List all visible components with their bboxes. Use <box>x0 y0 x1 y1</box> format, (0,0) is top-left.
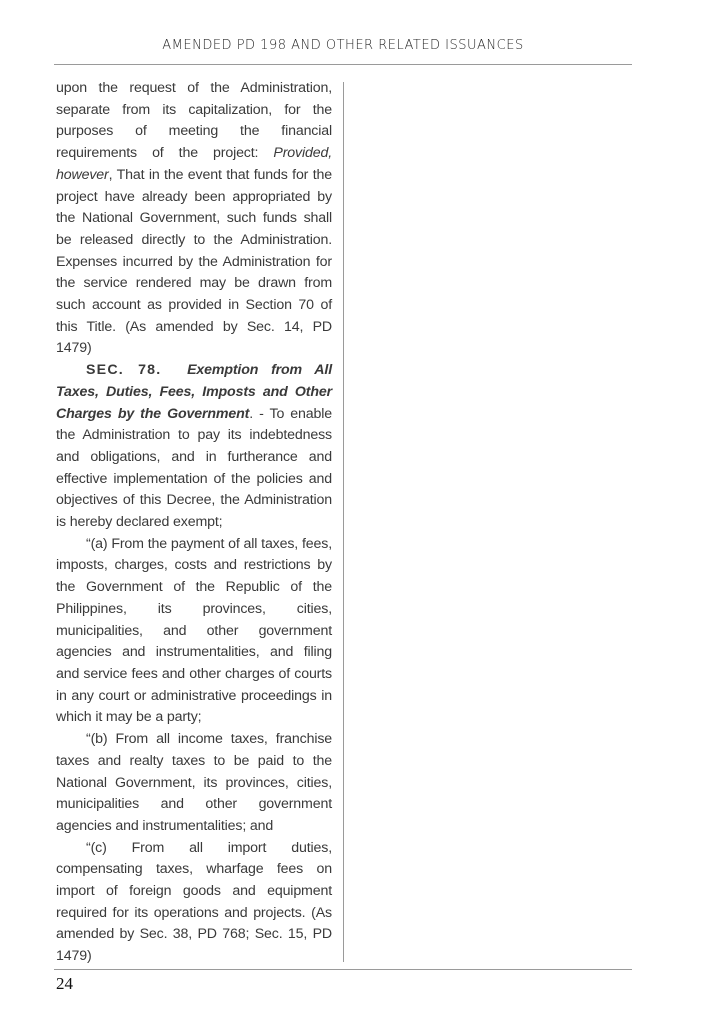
section-78 <box>56 360 332 534</box>
page-number: 24 <box>56 974 73 993</box>
section-body: . - To enable the Administration to pay its indebtedness and obligations, and in furtherance and effective implementation of the policies and objectives of this Decree, the Administration is hereby declared exempt; <box>56 405 332 531</box>
paragraph-text: upon the request of the Administration, separate from its capitalization, for the purposes of meeting the financial requirements of the project: <box>56 80 332 162</box>
footer-rule <box>54 969 632 970</box>
paragraph-text-cont: , That in the event that funds for the project have already been appropriated by the National Government, such funds shall be released directly to the Administration. Expenses incurred by the Administration for the service rendered may be drawn from such account as provided in Section 70 of this Title. (As amended by Sec. 14, PD 1479) <box>56 166 332 357</box>
clause-c: “(c) From all import duties, compensating taxes, wharfage fees on import of foreign goods and equipment required for its operations and projects. (As amended by Sec. 38, PD 768; Sec. 15, PD 1479) <box>56 839 332 965</box>
clause-b: “(b) From all income taxes, franchise taxes and realty taxes to be paid to the National Government, its provinces, cities, municipalities and other government agencies and instrumentalities; and <box>56 731 332 834</box>
clause-a: “(a) From the payment of all taxes, fees, imposts, charges, costs and restrictions by the Government of the Republic of the Philippines, its provinces, cities, municipalities, and other government agencies and instrumentalities, and filing and service fees and other charges of courts in any court or administrative proceedings in which it may be a party; <box>56 535 332 726</box>
header-rule <box>54 64 632 65</box>
text-column <box>56 78 332 968</box>
section-number: SEC. 78. <box>86 362 162 379</box>
running-header: AMENDED PD 198 AND OTHER RELATED ISSUANCES <box>162 38 524 53</box>
paragraph-continuation <box>56 78 332 360</box>
section-title: Exemption from All Taxes, Duties, Fees, Imposts and Other Charges by the Government <box>56 362 332 422</box>
proviso-italic: Provided, however <box>56 145 332 183</box>
column-divider <box>343 82 344 962</box>
